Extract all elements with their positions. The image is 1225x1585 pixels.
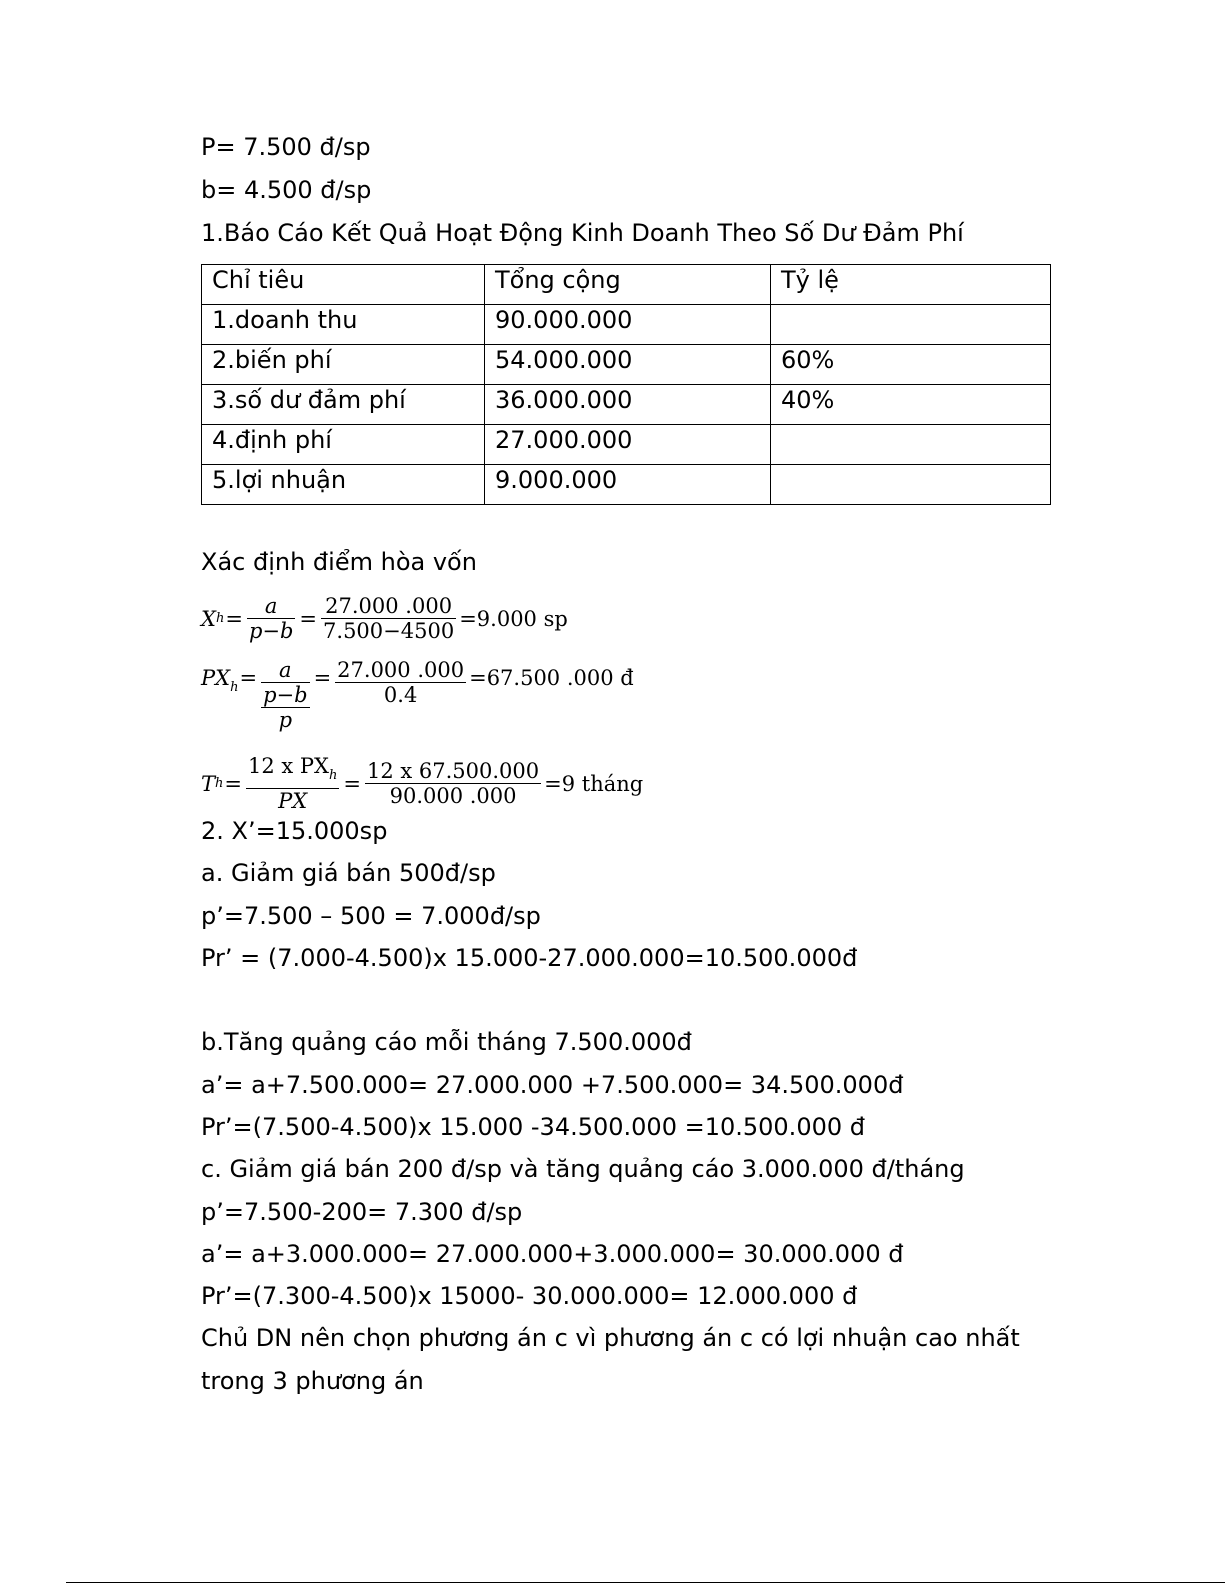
fraction-numerator: 12 x 67.500.000	[366, 759, 540, 783]
option-a-title: a. Giảm giá bán 500đ/sp	[201, 859, 496, 887]
option-c-title: c. Giảm giá bán 200 đ/sp và tăng quảng cáo 3.000.000 đ/tháng	[201, 1155, 965, 1183]
formula-result: =9.000 sp	[459, 606, 568, 631]
fraction	[247, 594, 295, 643]
option-b-profit: Pr’=(7.500-4.500)x 15.000 -34.500.000 =10.500.000 đ	[201, 1113, 865, 1141]
table-cell	[771, 465, 1051, 505]
formula-breakeven-revenue: $PX_h$ = $\frac{a}{\frac{p-b}{p}}$ = $\frac{27.000 .000}{0.4}$ =67.500 .000 đ	[201, 658, 634, 732]
formula-lhs-sub: h	[230, 680, 239, 695]
fraction	[365, 759, 541, 808]
table-row	[202, 465, 1051, 505]
fraction-numerator: a	[264, 594, 278, 618]
price-line: P= 7.500 đ/sp	[201, 133, 371, 161]
fraction-denominator: PX	[278, 789, 308, 813]
fraction-denominator: 7.500−4500	[323, 619, 455, 643]
table-cell: 5.lợi nhuận	[202, 465, 485, 505]
table-cell: 3.số dư đảm phí	[202, 385, 485, 425]
table-cell: 2.biến phí	[202, 345, 485, 385]
option-b-title: b.Tăng quảng cáo mỗi tháng 7.500.000đ	[201, 1028, 692, 1056]
formula-result: =67.500 .000 đ	[469, 666, 634, 690]
table-cell: 60%	[771, 345, 1051, 385]
compound-fraction	[261, 658, 309, 732]
table-cell: 90.000.000	[485, 305, 771, 345]
table-row	[202, 345, 1051, 385]
formula-breakeven-quantity: X h = $\frac{a}{p-b}$ = $\frac{27.000 .000}{7.500-4500}$ =9.000 sp	[201, 594, 568, 643]
table-cell: 4.định phí	[202, 425, 485, 465]
formula-lhs-sub: h	[215, 611, 225, 626]
table-cell: 40%	[771, 385, 1051, 425]
fraction-denominator: 0.4	[383, 683, 418, 707]
fraction	[261, 683, 309, 732]
income-statement-table	[201, 264, 1051, 505]
formula-result: =9 tháng	[544, 771, 644, 796]
option-c-price: p’=7.500-200= 7.300 đ/sp	[201, 1198, 523, 1226]
fraction	[321, 594, 456, 643]
table-cell: 27.000.000	[485, 425, 771, 465]
table-row	[202, 305, 1051, 345]
conclusion-line-2: trong 3 phương án	[201, 1367, 424, 1395]
option-a-price: p’=7.500 – 500 = 7.000đ/sp	[201, 902, 541, 930]
fraction-numerator-sub: h	[329, 768, 338, 783]
table-cell: 1.doanh thu	[202, 305, 485, 345]
fraction	[335, 658, 466, 707]
table-header-cell: Tỷ lệ	[771, 265, 1051, 305]
table-row	[202, 425, 1051, 465]
fraction-denominator: p−b	[248, 619, 294, 643]
table-cell	[771, 305, 1051, 345]
fraction-numerator: p−b	[263, 683, 308, 707]
table-cell	[771, 425, 1051, 465]
formula-lhs: X	[201, 606, 216, 631]
table-row	[202, 385, 1051, 425]
fraction-numerator: 27.000 .000	[325, 594, 453, 618]
section-1-title: 1.Báo Cáo Kết Quả Hoạt Động Kinh Doanh Theo Số Dư Đảm Phí	[201, 219, 964, 247]
option-a-profit: Pr’ = (7.000-4.500)x 15.000-27.000.000=10.500.000đ	[201, 944, 858, 972]
table-cell: 36.000.000	[485, 385, 771, 425]
formula-lhs-sub: h	[215, 776, 224, 791]
formula-lhs: T	[201, 771, 216, 796]
formula-lhs: PX	[201, 666, 231, 690]
fraction-numerator: 27.000 .000	[337, 658, 465, 682]
variable-cost-line: b= 4.500 đ/sp	[201, 176, 372, 204]
table-cell: 9.000.000	[485, 465, 771, 505]
page-bottom-rule	[66, 1582, 1225, 1583]
fraction-denominator: 90.000 .000	[389, 784, 517, 808]
option-b-fixed-cost: a’= a+7.500.000= 27.000.000 +7.500.000= 34.500.000đ	[201, 1071, 904, 1099]
table-header-cell: Tổng cộng	[485, 265, 771, 305]
conclusion-line-1: Chủ DN nên chọn phương án c vì phương án c có lợi nhuận cao nhất	[201, 1324, 1020, 1352]
question-2-line: 2. X’=15.000sp	[201, 817, 388, 845]
option-c-profit: Pr’=(7.300-4.500)x 15000- 30.000.000= 12.000.000 đ	[201, 1282, 858, 1310]
table-header-row	[202, 265, 1051, 305]
fraction-numerator: 12 x PX	[248, 754, 329, 778]
option-c-fixed-cost: a’= a+3.000.000= 27.000.000+3.000.000= 30.000.000 đ	[201, 1240, 904, 1268]
table-cell: 54.000.000	[485, 345, 771, 385]
fraction	[246, 754, 339, 813]
breakeven-title: Xác định điểm hòa vốn	[201, 548, 477, 576]
fraction-numerator: a	[279, 658, 292, 682]
formula-breakeven-time: T h = $\frac{12 x PX_h}{PX}$ = $\frac{12 x 67.500.000}{90.000 .000}$ =9 tháng	[201, 754, 644, 813]
fraction-denominator: p	[278, 708, 293, 732]
table-header-cell: Chỉ tiêu	[202, 265, 485, 305]
